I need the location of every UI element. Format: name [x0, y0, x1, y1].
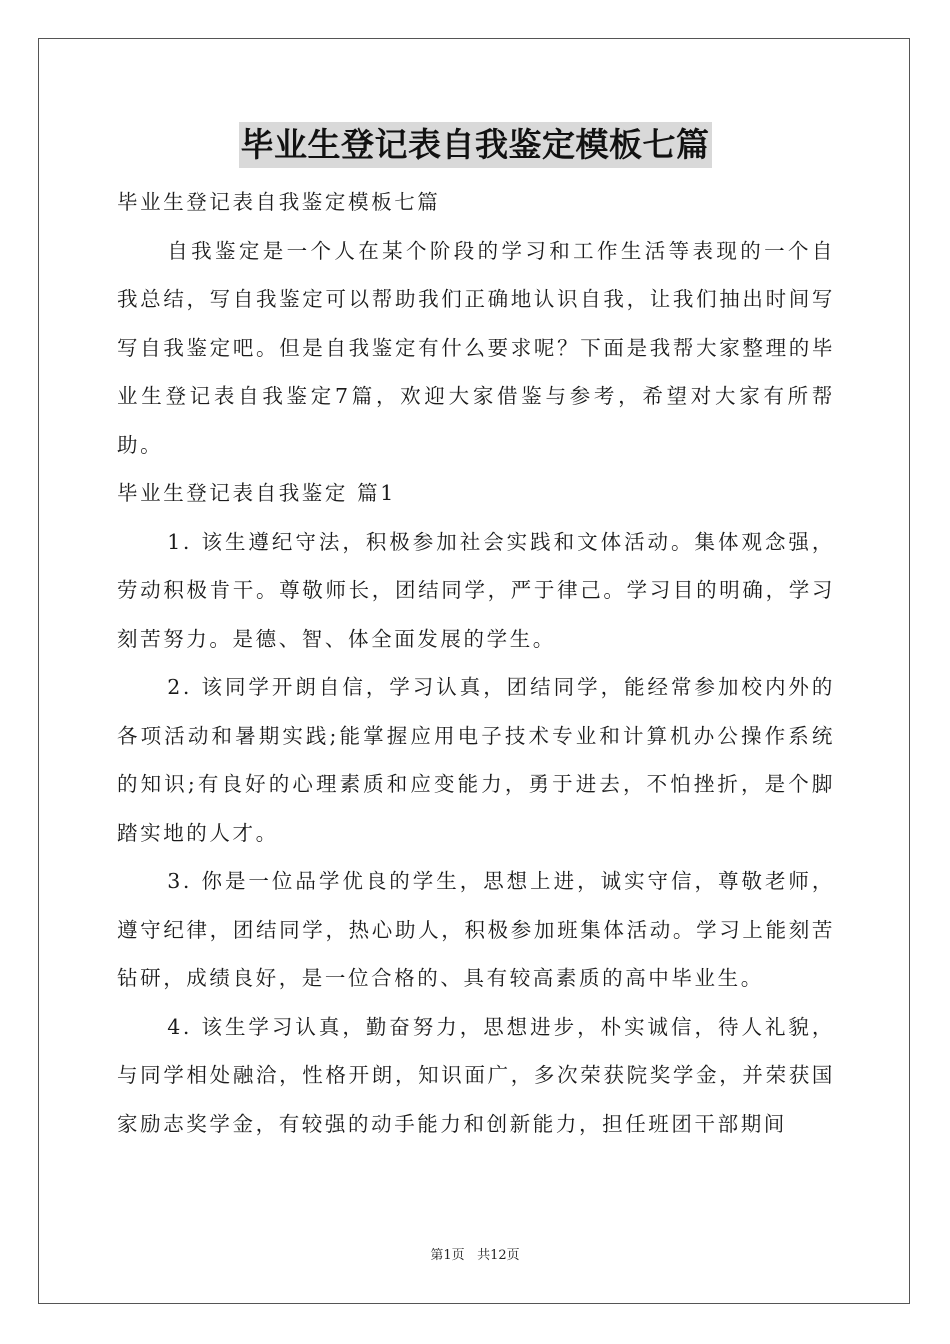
item-paragraph-4: 4. 该生学习认真，勤奋努力，思想进步，朴实诚信，待人礼貌，与同学相处融洽，性格开朗，知识面广，多次荣获院奖学金，并荣获国家励志奖学金，有较强的动手能力和创新能力，担任班团干部期间: [117, 1014, 835, 1136]
document-title: 毕业生登记表自我鉴定模板七篇: [239, 122, 712, 168]
subtitle-paragraph: 毕业生登记表自我鉴定模板七篇: [117, 190, 441, 214]
title-container: [0, 122, 950, 168]
page-footer: [0, 1247, 950, 1265]
item-paragraph-2: 2. 该同学开朗自信，学习认真，团结同学，能经常参加校内外的各项活动和暑期实践;能掌握应用电子技术专业和计算机办公操作系统的知识;有良好的心理素质和应变能力，勇于进去，不怕挫折，是个脚踏实地的人才。: [117, 675, 835, 845]
intro-paragraph: 自我鉴定是一个人在某个阶段的学习和工作生活等表现的一个自我总结，写自我鉴定可以帮助我们正确地认识自我，让我们抽出时间写写自我鉴定吧。但是自我鉴定有什么要求呢？下面是我帮大家整理的毕业生登记表自我鉴定7篇，欢迎大家借鉴与参考，希望对大家有所帮助。: [117, 238, 835, 457]
item-paragraph-1: 1. 该生遵纪守法，积极参加社会实践和文体活动。集体观念强，劳动积极肯干。尊敬师长，团结同学，严于律己。学习目的明确，学习刻苦努力。是德、智、体全面发展的学生。: [117, 529, 835, 651]
page-number: 第1页: [430, 1248, 465, 1263]
page-total: 共12页: [477, 1248, 520, 1263]
document-body: [117, 178, 835, 1148]
item-paragraph-3: 3. 你是一位品学优良的学生，思想上进，诚实守信，尊敬老师，遵守纪律，团结同学，热心助人，积极参加班集体活动。学习上能刻苦钻研，成绩良好，是一位合格的、具有较高素质的高中毕业生。: [117, 869, 835, 990]
section-heading: 毕业生登记表自我鉴定 篇1: [117, 481, 396, 505]
